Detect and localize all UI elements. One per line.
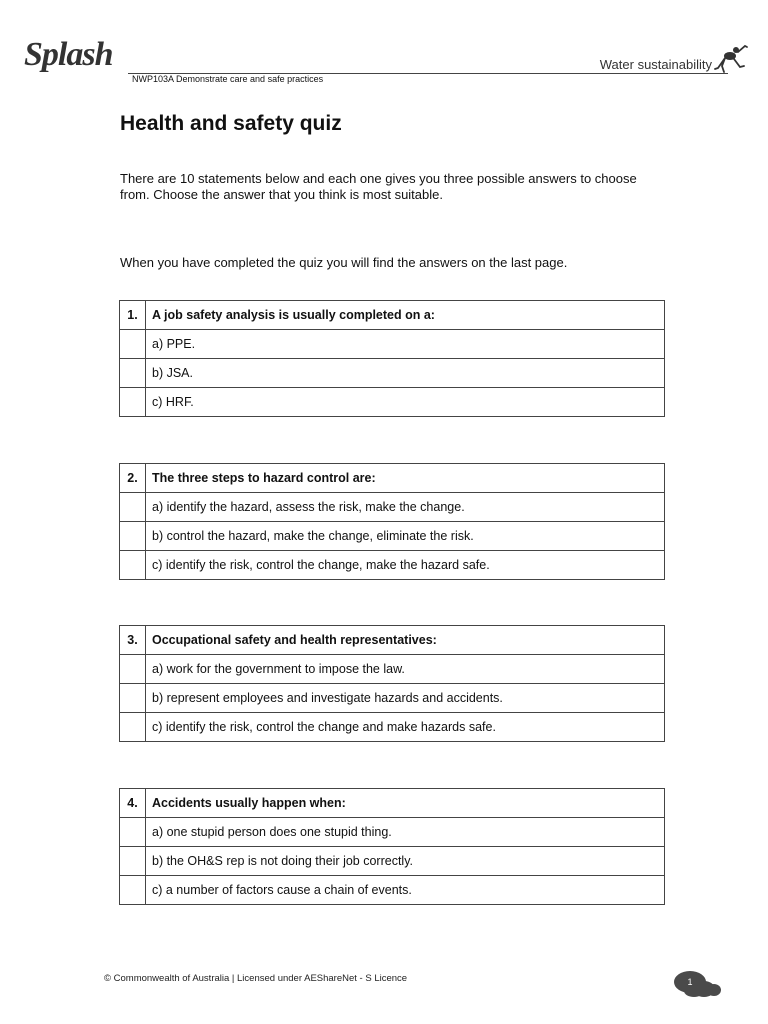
question-text: Accidents usually happen when: — [146, 789, 665, 818]
question-number: 1. — [120, 301, 146, 330]
blank-cell — [120, 388, 146, 417]
question-number: 2. — [120, 464, 146, 493]
answer-option-row — [120, 713, 665, 742]
question-number: 3. — [120, 626, 146, 655]
answer-option-row — [120, 818, 665, 847]
answer-option[interactable]: c) HRF. — [146, 388, 665, 417]
blank-cell — [120, 493, 146, 522]
blank-cell — [120, 876, 146, 905]
cloud-icon — [672, 970, 722, 998]
splash-logo: Splash — [24, 36, 113, 73]
answer-option-row — [120, 330, 665, 359]
blank-cell — [120, 847, 146, 876]
blank-cell — [120, 359, 146, 388]
question-text: The three steps to hazard control are: — [146, 464, 665, 493]
answer-option[interactable]: a) one stupid person does one stupid thing. — [146, 818, 665, 847]
quiz-question-3 — [119, 625, 665, 742]
answer-option-row — [120, 522, 665, 551]
answer-option-row — [120, 551, 665, 580]
page-number: 1 — [687, 977, 693, 987]
blank-cell — [120, 713, 146, 742]
answer-option[interactable]: c) identify the risk, control the change, make the hazard safe. — [146, 551, 665, 580]
question-text: Occupational safety and health representatives: — [146, 626, 665, 655]
blank-cell — [120, 655, 146, 684]
blank-cell — [120, 684, 146, 713]
answer-option[interactable]: c) identify the risk, control the change and make hazards safe. — [146, 713, 665, 742]
answer-option-row — [120, 388, 665, 417]
answer-option-row — [120, 493, 665, 522]
copyright-footer: © Commonwealth of Australia | Licensed under AEShareNet - S Licence — [104, 973, 408, 984]
question-row — [120, 464, 665, 493]
frog-icon — [714, 42, 748, 74]
question-text: A job safety analysis is usually completed on a: — [146, 301, 665, 330]
answer-option[interactable]: b) JSA. — [146, 359, 665, 388]
question-row — [120, 626, 665, 655]
question-number: 4. — [120, 789, 146, 818]
answer-option[interactable]: b) represent employees and investigate hazards and accidents. — [146, 684, 665, 713]
answer-option[interactable]: a) work for the government to impose the law. — [146, 655, 665, 684]
answer-option-row — [120, 847, 665, 876]
answer-option-row — [120, 684, 665, 713]
answer-option-row — [120, 655, 665, 684]
answer-option-row — [120, 359, 665, 388]
brand-tagline: Water sustainability — [599, 57, 712, 72]
blank-cell — [120, 818, 146, 847]
blank-cell — [120, 330, 146, 359]
answer-option[interactable]: a) PPE. — [146, 330, 665, 359]
answer-option[interactable]: c) a number of factors cause a chain of events. — [146, 876, 665, 905]
answer-option-row — [120, 876, 665, 905]
quiz-question-4 — [119, 788, 665, 905]
blank-cell — [120, 551, 146, 580]
answer-option[interactable]: a) identify the hazard, assess the risk, make the change. — [146, 493, 665, 522]
answer-option[interactable]: b) the OH&S rep is not doing their job correctly. — [146, 847, 665, 876]
unit-subtitle: NWP103A Demonstrate care and safe practices — [132, 74, 324, 84]
quiz-question-1 — [119, 300, 665, 417]
quiz-question-2 — [119, 463, 665, 580]
question-row — [120, 301, 665, 330]
page-title: Health and safety quiz — [120, 112, 342, 135]
answer-option[interactable]: b) control the hazard, make the change, eliminate the risk. — [146, 522, 665, 551]
answers-note-paragraph: When you have completed the quiz you will find the answers on the last page. — [120, 255, 568, 270]
question-row — [120, 789, 665, 818]
blank-cell — [120, 522, 146, 551]
intro-paragraph: There are 10 statements below and each one gives you three possible answers to choose from. Choose the answer that you think is most suitable. — [120, 171, 637, 202]
